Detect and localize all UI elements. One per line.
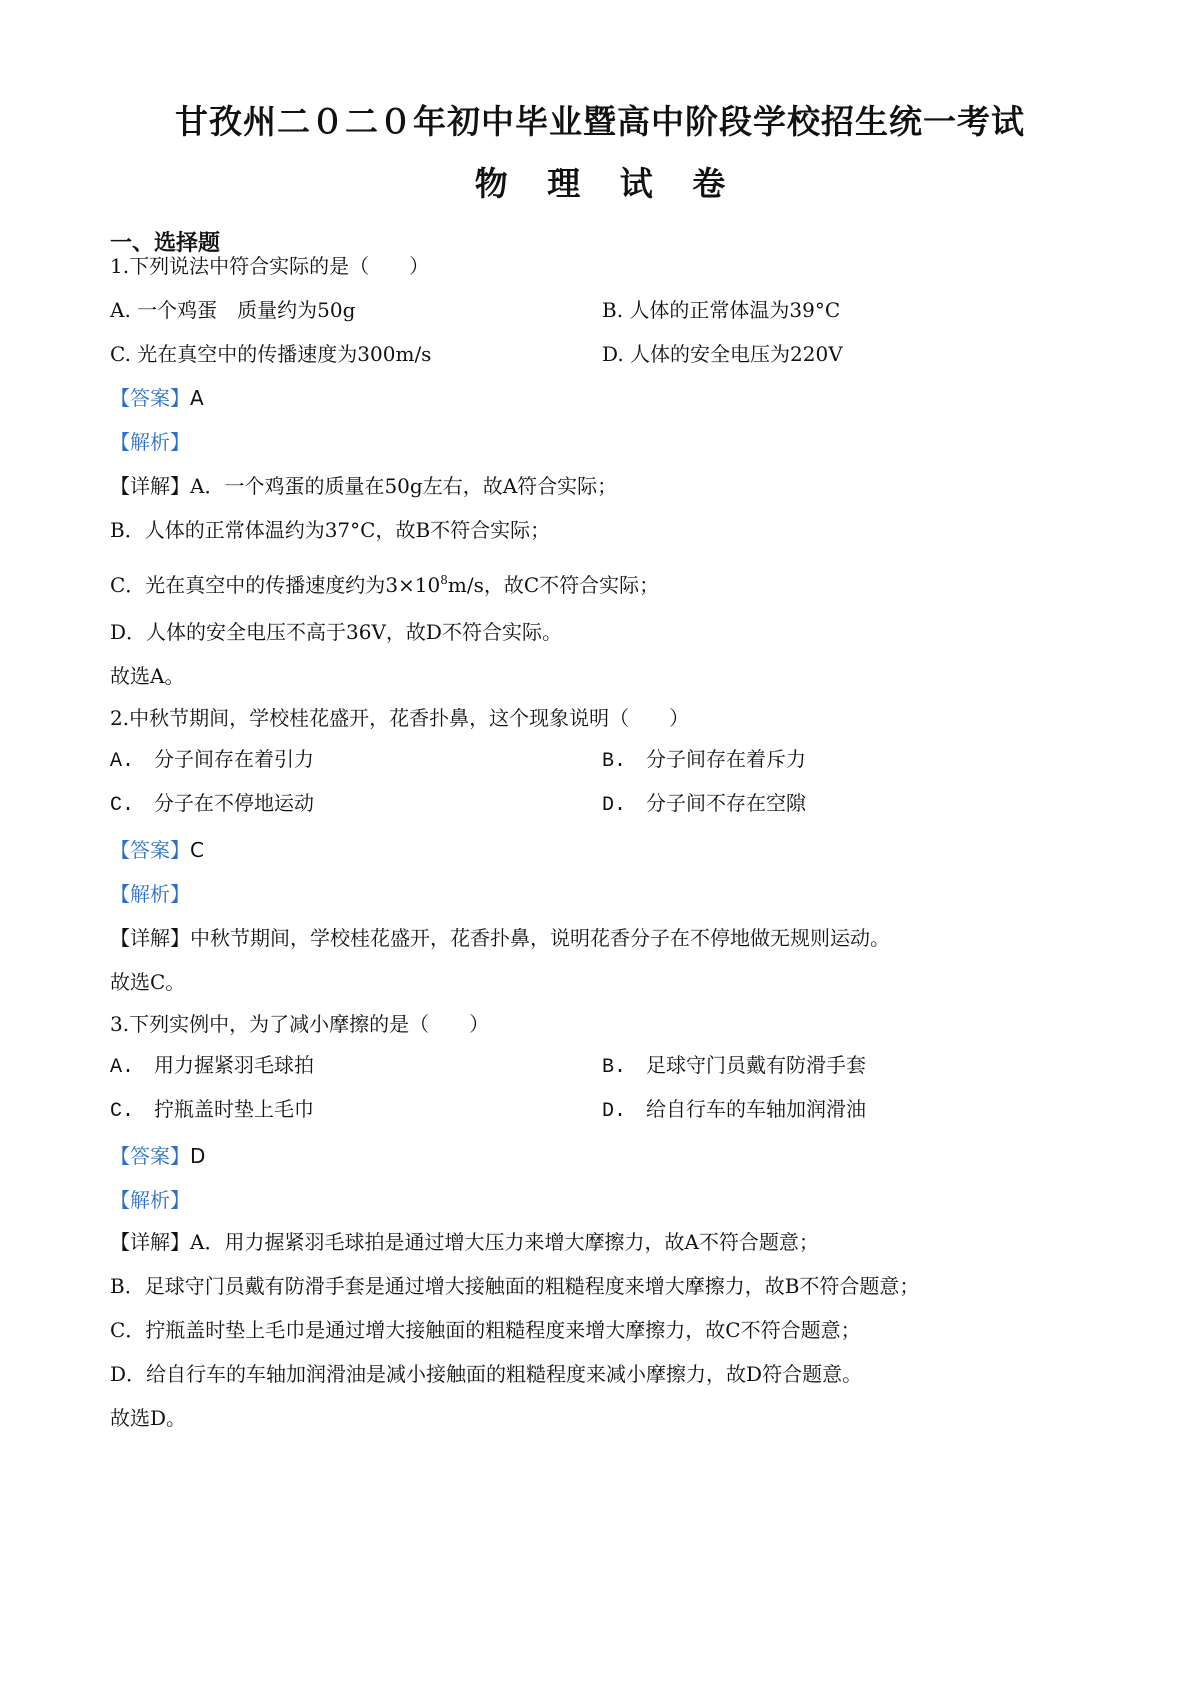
q3-detail-3: C．拧瓶盖时垫上毛巾是通过增大接触面的粗糙程度来增大摩擦力，故C不符合题意； bbox=[110, 1318, 861, 1342]
formula-unit: m/s bbox=[447, 573, 484, 597]
q2-answer bbox=[110, 836, 204, 864]
q1-detail-4: D．人体的安全电压不高于36V，故D不符合实际。 bbox=[110, 620, 562, 644]
question-3-stem: 3.下列实例中，为了减小摩擦的是（ ） bbox=[110, 1012, 490, 1036]
q1-analysis-label: 【解析】 bbox=[110, 430, 190, 454]
q2-option-c: C. 分子在不停地运动 bbox=[110, 794, 315, 817]
detail-label: 【详解】 bbox=[110, 474, 190, 498]
question-1-stem: 1.下列说法中符合实际的是（ ） bbox=[110, 254, 430, 278]
q1-answer bbox=[110, 384, 204, 412]
subtitle-char: 物 bbox=[474, 164, 508, 203]
exam-subtitle bbox=[0, 158, 1200, 205]
q2-option-b: B. 分子间存在着斥力 bbox=[602, 750, 807, 773]
q3-detail-2: B．足球守门员戴有防滑手套是通过增大接触面的粗糙程度来增大摩擦力，故B不符合题意； bbox=[110, 1274, 920, 1298]
q1-detail-1 bbox=[110, 472, 617, 500]
q1-choice: 故选A。 bbox=[110, 664, 185, 688]
q3-option-b: B. 足球守门员戴有防滑手套 bbox=[602, 1056, 867, 1079]
q3-option-c: C. 拧瓶盖时垫上毛巾 bbox=[110, 1100, 315, 1123]
q2-detail-1 bbox=[110, 924, 890, 952]
q3-analysis-label: 【解析】 bbox=[110, 1188, 190, 1212]
q1-option-d: D. 人体的安全电压为220V bbox=[602, 342, 843, 366]
q3-choice: 故选D。 bbox=[110, 1406, 187, 1430]
answer-label: 【答案】 bbox=[110, 1144, 190, 1168]
exam-title: 甘孜州二０二０年初中毕业暨高中阶段学校招生统一考试 bbox=[175, 102, 1025, 141]
q2-option-a: A. 分子间存在着引力 bbox=[110, 750, 315, 773]
q3-detail-1 bbox=[110, 1228, 819, 1256]
q3-option-a: A. 用力握紧羽毛球拍 bbox=[110, 1056, 315, 1079]
formula-exponent: 8 bbox=[440, 573, 448, 587]
q3-option-d: D. 给自行车的车轴加润滑油 bbox=[602, 1100, 867, 1123]
formula-base: 3×10 bbox=[385, 573, 441, 597]
detail-label: 【详解】 bbox=[110, 926, 190, 950]
q1-option-b: B. 人体的正常体温为39°C bbox=[602, 298, 841, 322]
detail-label: 【详解】 bbox=[110, 1230, 190, 1254]
answer-value: C bbox=[190, 838, 204, 862]
question-2-stem: 2.中秋节期间，学校桂花盛开，花香扑鼻，这个现象说明（ ） bbox=[110, 706, 690, 730]
q2-choice: 故选C。 bbox=[110, 970, 186, 994]
answer-label: 【答案】 bbox=[110, 386, 190, 410]
q1-option-a: A. 一个鸡蛋 质量约为50g bbox=[110, 298, 356, 322]
q3-detail-4: D．给自行车的车轴加润滑油是减小接触面的粗糙程度来减小摩擦力，故D符合题意。 bbox=[110, 1362, 863, 1386]
detail-text: C．光在真空中的传播速度约为 bbox=[110, 573, 386, 597]
subtitle-char: 理 bbox=[547, 164, 581, 203]
q2-option-d: D. 分子间不存在空隙 bbox=[602, 794, 807, 817]
q2-analysis-label: 【解析】 bbox=[110, 882, 190, 906]
q1-detail-3 bbox=[110, 566, 659, 599]
answer-label: 【答案】 bbox=[110, 838, 190, 862]
detail-text: A．一个鸡蛋的质量在50g左右，故A符合实际； bbox=[190, 474, 618, 498]
q1-option-c: C. 光在真空中的传播速度为300m/s bbox=[110, 342, 432, 366]
detail-text: 中秋节期间，学校桂花盛开，花香扑鼻，说明花香分子在不停地做无规则运动。 bbox=[190, 926, 890, 950]
answer-value: D bbox=[190, 1144, 206, 1168]
section-heading: 一、选择题 bbox=[110, 230, 221, 256]
answer-value: A bbox=[190, 386, 204, 410]
subtitle-char: 试 bbox=[619, 164, 653, 203]
subtitle-char: 卷 bbox=[692, 164, 726, 203]
detail-text: A．用力握紧羽毛球拍是通过增大压力来增大摩擦力，故A不符合题意； bbox=[190, 1230, 819, 1254]
q1-detail-2: B．人体的正常体温约为37°C，故B不符合实际； bbox=[110, 518, 551, 542]
detail-text: ，故C不符合实际； bbox=[483, 573, 660, 597]
q3-answer bbox=[110, 1142, 205, 1170]
